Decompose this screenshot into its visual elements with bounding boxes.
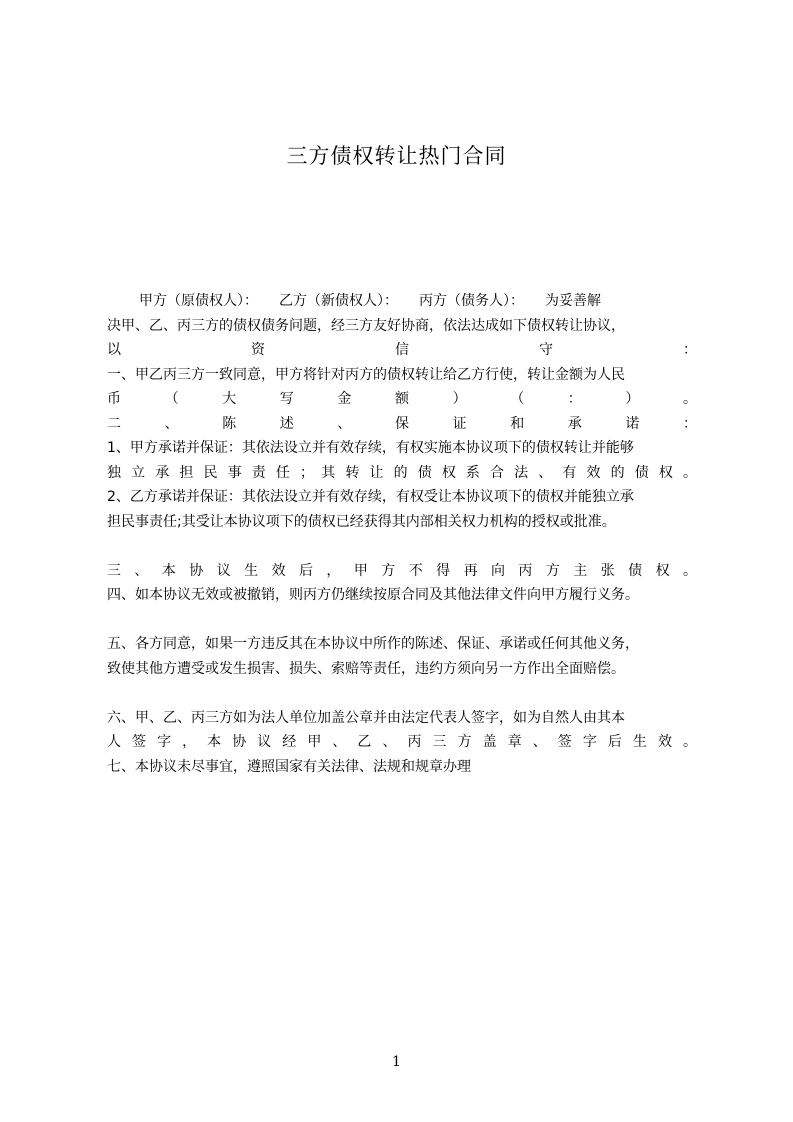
contract-body [107,289,697,779]
document-title: 三方债权转让热门合同 [286,144,507,168]
body-line: 以 资 信 守 ： [107,342,697,358]
blank-line [107,681,697,706]
body-line: 甲方（原债权人）： 乙方（新债权人）： 丙方（债务人）： 为妥善解 [139,293,601,309]
body-line: 五、各方同意，如果一方违反其在本协议中所作的陈述、保证、承诺或任何其他义务， [107,636,639,652]
body-line: 决甲、乙、丙三方的债权债务问题，经三方友好协商，依法达成如下债权转让协议， [107,317,625,334]
body-line: 独 立 承 担 民 事 责 任 ； 其 转 让 的 债 权 系 合 法 、 有 效 的 债 权 。 [107,464,697,481]
body-line: 二 、 陈 述 、 保 证 和 承 诺 ： [107,415,697,432]
blank-line [107,534,697,559]
body-line: 三 、 本 协 议 生 效 后 ， 甲 方 不 得 再 向 丙 方 主 张 债 权 。 [107,562,697,579]
body-line: 一、甲乙丙三方一致同意，甲方将针对丙方的债权转让给乙方行使，转让金额为人民 [107,366,625,383]
body-line: 币 （ 大 写 金 额 ） （ ： ） 。 [107,391,697,407]
page-number: 1 [392,1054,401,1070]
body-line: 六、甲、乙、丙三方如为法人单位加盖公章并由法定代表人签字，如为自然人由其本 [107,709,625,726]
body-line: 1、甲方承诺并保证：其依法设立并有效存续，有权实施本协议项下的债权转让并能够 [107,440,634,456]
body-line: 四、如本协议无效或被撤销，则丙方仍继续按原合同及其他法律文件向甲方履行义务。 [107,587,639,603]
body-line: 致使其他方遭受或发生损害、损失、索赔等责任，违约方须向另一方作出全面赔偿。 [107,660,625,677]
blank-line [107,608,697,633]
body-line: 担民事责任;其受让本协议项下的债权已经获得其内部相关权力机构的授权或批准。 [107,513,616,530]
body-line: 七、本协议未尽事宜，遵照国家有关法律、法规和规章办理 [107,758,471,775]
body-line: 2、乙方承诺并保证：其依法设立并有效存续，有权受让本协议项下的债权并能独立承 [107,489,634,505]
body-line: 人 签 字 ， 本 协 议 经 甲 、 乙 、 丙 三 方 盖 章 、 签 字 后 生 效 。 [107,734,697,750]
